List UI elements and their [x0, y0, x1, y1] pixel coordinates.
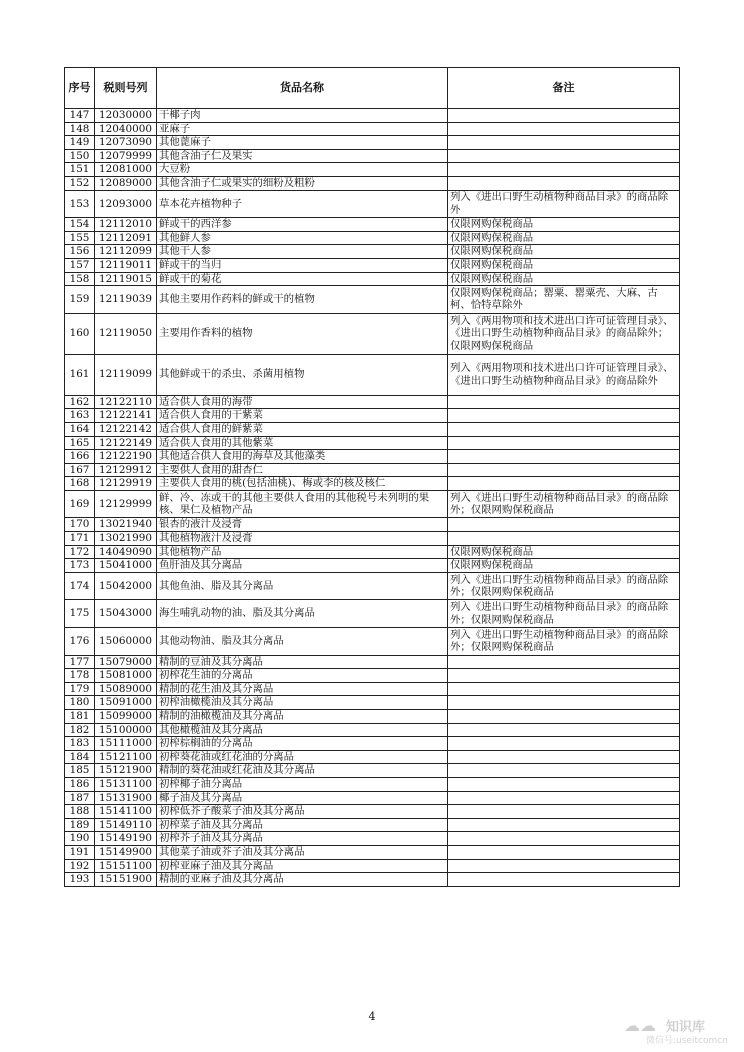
cell-code: 15042000 — [95, 572, 157, 600]
cell-no: 171 — [65, 532, 95, 546]
cell-no: 176 — [65, 628, 95, 656]
cell-code: 15041000 — [95, 559, 157, 573]
table-row — [65, 258, 680, 272]
table-row — [65, 600, 680, 628]
cell-name: 精制的亚麻子油及其分离品 — [157, 873, 448, 887]
cell-note: 列入《进出口野生动植物种商品目录》的商品除外 — [448, 190, 680, 218]
table-header-row — [65, 68, 680, 109]
cell-note: 列入《进出口野生动植物种商品目录》的商品除外；仅限网购保税商品 — [448, 600, 680, 628]
cell-name: 初榨棕榈油的分离品 — [157, 737, 448, 751]
cell-no: 191 — [65, 845, 95, 859]
cell-no: 161 — [65, 354, 95, 395]
wechat-icon: ☁☁ — [624, 1016, 656, 1035]
cell-code: 15060000 — [95, 628, 157, 656]
cell-name: 精制的豆油及其分离品 — [157, 655, 448, 669]
goods-table — [64, 67, 680, 887]
cell-no: 189 — [65, 818, 95, 832]
cell-code: 13021990 — [95, 532, 157, 546]
cell-note — [448, 122, 680, 136]
table-row — [65, 750, 680, 764]
watermark — [624, 1016, 734, 1046]
cell-no: 158 — [65, 272, 95, 286]
cell-code: 15149900 — [95, 845, 157, 859]
cell-note — [448, 696, 680, 710]
cell-no: 155 — [65, 231, 95, 245]
cell-name: 鲜或干的菊花 — [157, 272, 448, 286]
cell-name: 主要供人食用的甜杏仁 — [157, 463, 448, 477]
table-row — [65, 845, 680, 859]
cell-no: 188 — [65, 805, 95, 819]
cell-no: 177 — [65, 655, 95, 669]
cell-code: 12119099 — [95, 354, 157, 395]
cell-no: 185 — [65, 764, 95, 778]
cell-no: 168 — [65, 477, 95, 491]
table-row — [65, 395, 680, 409]
cell-no: 180 — [65, 696, 95, 710]
table-row — [65, 163, 680, 177]
cell-note: 列入《进出口野生动植物种商品目录》的商品除外；仅限网购保税商品 — [448, 490, 680, 518]
cell-no: 175 — [65, 600, 95, 628]
cell-name: 适合供人食用的干紫菜 — [157, 409, 448, 423]
cell-name: 精制的花生油及其分离品 — [157, 682, 448, 696]
watermark-subtitle: 微信号:useitcomcn — [646, 1036, 728, 1046]
cell-code: 12112010 — [95, 218, 157, 232]
cell-no: 169 — [65, 490, 95, 518]
cell-note — [448, 737, 680, 751]
cell-code: 12122190 — [95, 450, 157, 464]
cell-name: 适合供人食用的海带 — [157, 395, 448, 409]
cell-code: 15099000 — [95, 710, 157, 724]
table-row — [65, 218, 680, 232]
cell-name: 其他植物液汁及浸膏 — [157, 532, 448, 546]
cell-name: 其他干人参 — [157, 245, 448, 259]
cell-no: 166 — [65, 450, 95, 464]
cell-no: 182 — [65, 723, 95, 737]
cell-code: 12122149 — [95, 436, 157, 450]
table-row — [65, 422, 680, 436]
cell-code: 15079000 — [95, 655, 157, 669]
cell-name: 其他菜子油或芥子油及其分离品 — [157, 845, 448, 859]
cell-note: 列入《进出口野生动植物种商品目录》的商品除外；仅限网购保税商品 — [448, 628, 680, 656]
page-number: 4 — [368, 1010, 376, 1023]
cell-code: 12079999 — [95, 149, 157, 163]
table-row — [65, 723, 680, 737]
table-row — [65, 190, 680, 218]
table-row — [65, 518, 680, 532]
cell-note — [448, 422, 680, 436]
cell-no: 179 — [65, 682, 95, 696]
cell-name: 椰子油及其分离品 — [157, 791, 448, 805]
cell-code: 12129919 — [95, 477, 157, 491]
cell-no: 153 — [65, 190, 95, 218]
cell-note — [448, 477, 680, 491]
cell-name: 鲜或干的当归 — [157, 258, 448, 272]
cell-note: 仅限网购保税商品 — [448, 272, 680, 286]
cell-name: 其他动物油、脂及其分离品 — [157, 628, 448, 656]
table-row — [65, 409, 680, 423]
table-row — [65, 859, 680, 873]
cell-code: 12129912 — [95, 463, 157, 477]
table-row — [65, 450, 680, 464]
cell-name: 初榨低芥子酸菜子油及其分离品 — [157, 805, 448, 819]
table-row — [65, 477, 680, 491]
cell-name: 鲜或干的西洋参 — [157, 218, 448, 232]
cell-name: 草本花卉植物种子 — [157, 190, 448, 218]
cell-note — [448, 818, 680, 832]
table-row — [65, 572, 680, 600]
cell-code: 15141100 — [95, 805, 157, 819]
cell-no: 183 — [65, 737, 95, 751]
table-row — [65, 764, 680, 778]
cell-name: 初榨菜子油及其分离品 — [157, 818, 448, 832]
cell-note — [448, 845, 680, 859]
cell-note: 列入《两用物项和技术进出口许可证管理目录》、《进出口野生动植物种商品目录》的商品除外 — [448, 354, 680, 395]
cell-note — [448, 655, 680, 669]
cell-note: 列入《进出口野生动植物种商品目录》的商品除外；仅限网购保税商品 — [448, 572, 680, 600]
cell-code: 13021940 — [95, 518, 157, 532]
cell-code: 15131900 — [95, 791, 157, 805]
cell-name: 其他鲜或干的杀虫、杀菌用植物 — [157, 354, 448, 395]
cell-name: 初榨花生油的分离品 — [157, 669, 448, 683]
table-row — [65, 245, 680, 259]
cell-note — [448, 163, 680, 177]
cell-note — [448, 109, 680, 123]
cell-no: 184 — [65, 750, 95, 764]
cell-no: 178 — [65, 669, 95, 683]
table-row — [65, 873, 680, 887]
cell-note — [448, 409, 680, 423]
header-no: 序号 — [65, 68, 95, 109]
cell-no: 193 — [65, 873, 95, 887]
cell-note — [448, 532, 680, 546]
cell-name: 干椰子肉 — [157, 109, 448, 123]
table-row — [65, 655, 680, 669]
cell-no: 187 — [65, 791, 95, 805]
cell-name: 初榨亚麻子油及其分离品 — [157, 859, 448, 873]
cell-name: 海生哺乳动物的油、脂及其分离品 — [157, 600, 448, 628]
table-row — [65, 791, 680, 805]
cell-name: 初榨椰子油分离品 — [157, 777, 448, 791]
cell-note — [448, 873, 680, 887]
table-row — [65, 490, 680, 518]
cell-code: 15131100 — [95, 777, 157, 791]
cell-name: 适合供人食用的其他紫菜 — [157, 436, 448, 450]
header-name: 货品名称 — [157, 68, 448, 109]
cell-code: 15091000 — [95, 696, 157, 710]
cell-code: 12129999 — [95, 490, 157, 518]
table-row — [65, 354, 680, 395]
cell-no: 164 — [65, 422, 95, 436]
table-row — [65, 805, 680, 819]
cell-code: 12073090 — [95, 136, 157, 150]
table-row — [65, 231, 680, 245]
cell-code: 12122141 — [95, 409, 157, 423]
cell-name: 精制的葵花油或红花油及其分离品 — [157, 764, 448, 778]
cell-no: 159 — [65, 286, 95, 314]
watermark-title: 知识库 — [666, 1020, 706, 1035]
cell-note: 仅限网购保税商品 — [448, 258, 680, 272]
table-row — [65, 710, 680, 724]
cell-note — [448, 176, 680, 190]
cell-code: 15089000 — [95, 682, 157, 696]
table-row — [65, 313, 680, 354]
table-row — [65, 682, 680, 696]
table-row — [65, 136, 680, 150]
cell-note — [448, 436, 680, 450]
cell-no: 170 — [65, 518, 95, 532]
cell-code: 15121100 — [95, 750, 157, 764]
cell-code: 12112099 — [95, 245, 157, 259]
cell-no: 157 — [65, 258, 95, 272]
header-code: 税则号列 — [95, 68, 157, 109]
cell-note — [448, 832, 680, 846]
cell-no: 181 — [65, 710, 95, 724]
cell-code: 12112091 — [95, 231, 157, 245]
cell-code: 12119015 — [95, 272, 157, 286]
cell-note — [448, 149, 680, 163]
table-row — [65, 176, 680, 190]
cell-note — [448, 723, 680, 737]
cell-name: 其他蓖麻子 — [157, 136, 448, 150]
cell-no: 150 — [65, 149, 95, 163]
cell-no: 147 — [65, 109, 95, 123]
cell-note — [448, 791, 680, 805]
table-row — [65, 463, 680, 477]
cell-name: 主要供人食用的桃(包括油桃)、梅或李的核及核仁 — [157, 477, 448, 491]
cell-code: 12040000 — [95, 122, 157, 136]
cell-name: 初榨油橄榄油及其分离品 — [157, 696, 448, 710]
cell-code: 15043000 — [95, 600, 157, 628]
cell-code: 12093000 — [95, 190, 157, 218]
table-row — [65, 559, 680, 573]
cell-name: 精制的油橄榄油及其分离品 — [157, 710, 448, 724]
table-row — [65, 832, 680, 846]
cell-no: 152 — [65, 176, 95, 190]
table-row — [65, 696, 680, 710]
cell-note — [448, 518, 680, 532]
header-note: 备注 — [448, 68, 680, 109]
cell-name: 其他含油子仁及果实 — [157, 149, 448, 163]
cell-note: 仅限网购保税商品；罂粟、罂粟壳、大麻、古柯、恰特草除外 — [448, 286, 680, 314]
cell-note: 仅限网购保税商品 — [448, 218, 680, 232]
cell-code: 12119011 — [95, 258, 157, 272]
cell-code: 15149110 — [95, 818, 157, 832]
cell-no: 173 — [65, 559, 95, 573]
cell-code: 12030000 — [95, 109, 157, 123]
table-row — [65, 737, 680, 751]
cell-code: 12119039 — [95, 286, 157, 314]
cell-no: 162 — [65, 395, 95, 409]
cell-note — [448, 450, 680, 464]
cell-name: 鲜、冷、冻或干的其他主要供人食用的其他税号未列明的果核、果仁及植物产品 — [157, 490, 448, 518]
cell-note — [448, 136, 680, 150]
cell-no: 149 — [65, 136, 95, 150]
cell-code: 15151900 — [95, 873, 157, 887]
cell-note — [448, 395, 680, 409]
cell-no: 154 — [65, 218, 95, 232]
cell-name: 其他含油子仁或果实的细粉及粗粉 — [157, 176, 448, 190]
cell-note — [448, 777, 680, 791]
cell-name: 其他鱼油、脂及其分离品 — [157, 572, 448, 600]
cell-code: 15121900 — [95, 764, 157, 778]
table-row — [65, 436, 680, 450]
cell-no: 172 — [65, 545, 95, 559]
cell-note: 仅限网购保税商品 — [448, 245, 680, 259]
table-row — [65, 149, 680, 163]
cell-note — [448, 669, 680, 683]
cell-name: 其他适合供人食用的海草及其他藻类 — [157, 450, 448, 464]
table-row — [65, 286, 680, 314]
cell-name: 初榨葵花油或红花油的分离品 — [157, 750, 448, 764]
cell-name: 初榨芥子油及其分离品 — [157, 832, 448, 846]
table-row — [65, 818, 680, 832]
table-row — [65, 545, 680, 559]
cell-no: 192 — [65, 859, 95, 873]
goods-table-container — [64, 67, 679, 887]
cell-note: 列入《两用物项和技术进出口许可证管理目录》、《进出口野生动植物种商品目录》的商品除外；仅限网购保税商品 — [448, 313, 680, 354]
cell-code: 15149190 — [95, 832, 157, 846]
cell-name: 其他鲜人参 — [157, 231, 448, 245]
table-row — [65, 777, 680, 791]
table-row — [65, 532, 680, 546]
cell-code: 14049090 — [95, 545, 157, 559]
cell-note — [448, 805, 680, 819]
cell-note — [448, 750, 680, 764]
cell-name: 其他主要用作药料的鲜或干的植物 — [157, 286, 448, 314]
cell-note: 仅限网购保税商品 — [448, 545, 680, 559]
cell-code: 12081000 — [95, 163, 157, 177]
cell-name: 其他植物产品 — [157, 545, 448, 559]
cell-code: 12122142 — [95, 422, 157, 436]
cell-code: 15111000 — [95, 737, 157, 751]
cell-name: 大豆粉 — [157, 163, 448, 177]
table-row — [65, 272, 680, 286]
cell-code: 12119050 — [95, 313, 157, 354]
cell-code: 15081000 — [95, 669, 157, 683]
cell-name: 亚麻子 — [157, 122, 448, 136]
cell-code: 12089000 — [95, 176, 157, 190]
cell-name: 其他橄榄油及其分离品 — [157, 723, 448, 737]
cell-code: 15151100 — [95, 859, 157, 873]
cell-no: 163 — [65, 409, 95, 423]
cell-note — [448, 859, 680, 873]
table-row — [65, 122, 680, 136]
cell-no: 148 — [65, 122, 95, 136]
cell-no: 167 — [65, 463, 95, 477]
cell-no: 165 — [65, 436, 95, 450]
cell-note: 仅限网购保税商品 — [448, 231, 680, 245]
cell-no: 186 — [65, 777, 95, 791]
cell-no: 151 — [65, 163, 95, 177]
cell-note: 仅限网购保税商品 — [448, 559, 680, 573]
cell-no: 160 — [65, 313, 95, 354]
table-row — [65, 628, 680, 656]
cell-name: 鱼肝油及其分离品 — [157, 559, 448, 573]
table-row — [65, 669, 680, 683]
cell-code: 15100000 — [95, 723, 157, 737]
cell-code: 12122110 — [95, 395, 157, 409]
cell-note — [448, 463, 680, 477]
cell-name: 主要用作香料的植物 — [157, 313, 448, 354]
cell-note — [448, 764, 680, 778]
cell-no: 156 — [65, 245, 95, 259]
cell-note — [448, 682, 680, 696]
cell-note — [448, 710, 680, 724]
table-row — [65, 109, 680, 123]
cell-name: 银杏的液汁及浸膏 — [157, 518, 448, 532]
cell-no: 174 — [65, 572, 95, 600]
cell-name: 适合供人食用的鲜紫菜 — [157, 422, 448, 436]
cell-no: 190 — [65, 832, 95, 846]
